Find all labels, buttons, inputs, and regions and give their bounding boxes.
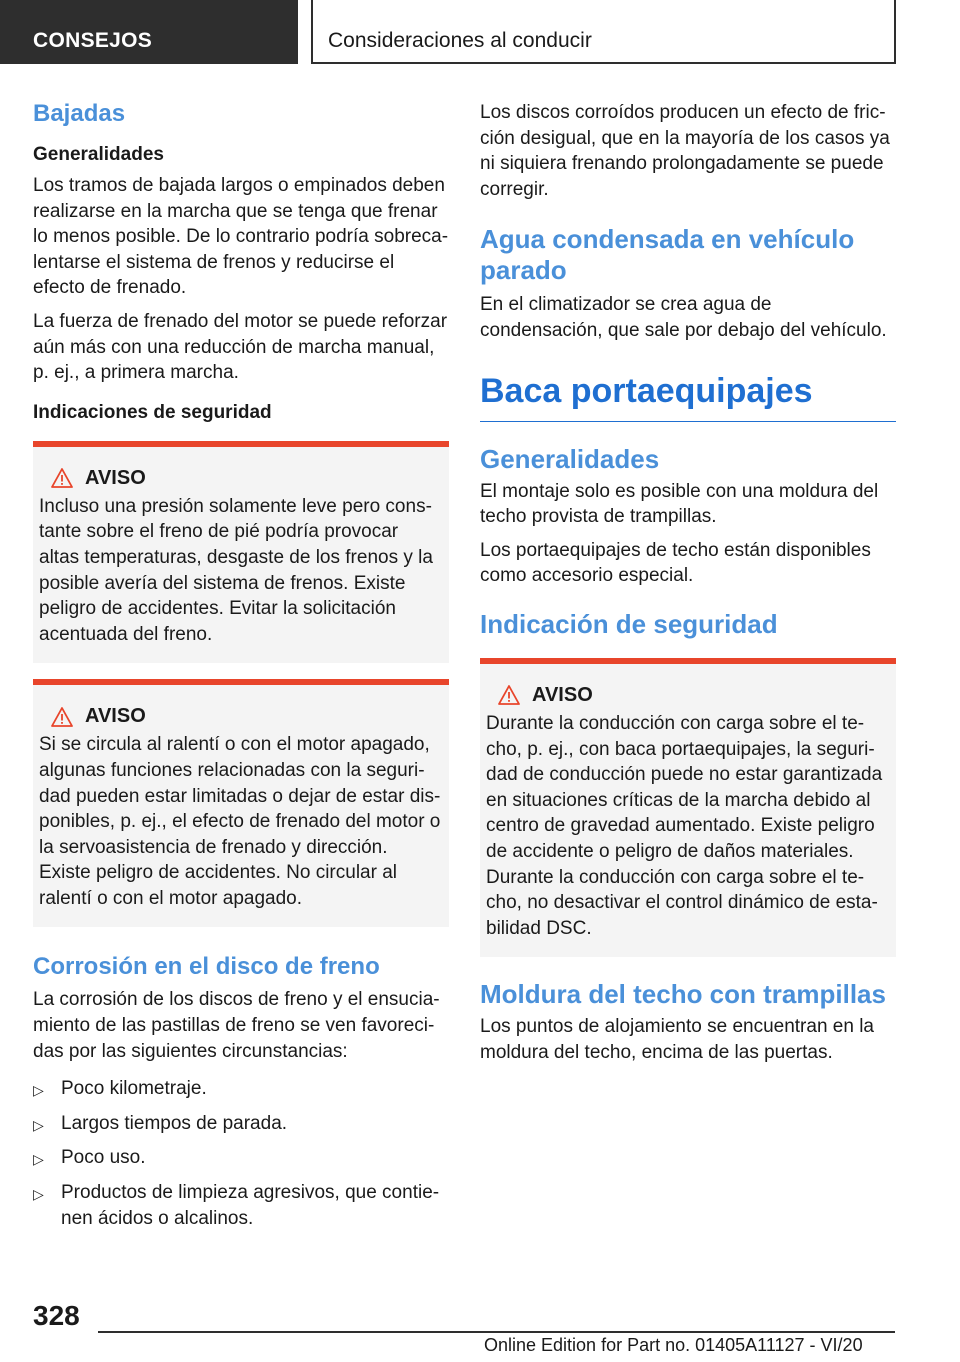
warning-header [39, 467, 441, 490]
heading-indicacion-seguridad: Indicación de seguridad [480, 608, 778, 639]
warning-box [480, 658, 896, 957]
section-title: CONSEJOS [33, 29, 153, 52]
warning-text: Incluso una presión solamente leve pero constante sobre el freno de pié podría provocar altas temperaturas, desgaste de los frenos y la posible avería del sistema de frenos. Existe peligro de accidentes. Evitar la solicitación acentuada del freno. [39, 495, 433, 645]
triangle-right-outline-icon: ▷ [33, 1186, 44, 1203]
right-column [480, 100, 896, 1073]
bullet-list [33, 1076, 449, 1231]
paragraph: En el climatizador se crea agua de condensación, que sale por debajo del vehículo. [480, 294, 887, 341]
warning-label: AVISO [532, 683, 593, 706]
warning-header [486, 684, 888, 707]
list-item [33, 1111, 449, 1139]
paragraph: Los discos corroídos producen un efecto de fricción desigual, que en la mayoría de los casos ya ni siquiera frenando prolongadamente se puede corregir. [480, 102, 890, 200]
left-column [33, 100, 449, 1238]
warning-box [33, 441, 449, 664]
warning-label: AVISO [85, 705, 146, 728]
paragraph: Los tramos de bajada largos o empinados deben realizarse en la marcha que se tenga que frenar lo menos posible. De lo contrario podría sobrecalentarse el sistema de frenos y reducirse el efecto de frenado. [33, 175, 449, 299]
list-item-text: Poco kilometraje. [61, 1078, 207, 1100]
warning-text: Si se circula al ralentí o con el motor apagado, algunas funciones relacionadas con la seguridad pueden estar limitadas o dejar de estar disponibles, p. ej., el efecto de frenado del motor o la servoasistencia de frenado y dirección. Existe peligro de accidentes. No circular al ralentí o con el motor apagado. [39, 734, 441, 909]
warning-triangle-icon [51, 707, 73, 727]
triangle-right-outline-icon: ▷ [33, 1082, 44, 1099]
list-item-text: Poco uso. [61, 1147, 146, 1169]
paragraph: La corrosión de los discos de freno y el ensuciamiento de las pastillas de freno se ven favorecidas por las siguientes circunstancias: [33, 989, 440, 1062]
heading-corrosion: Corrosión en el disco de freno [33, 953, 380, 981]
list-item-text: Largos tiempos de parada. [61, 1112, 288, 1134]
warning-text: Durante la conducción con carga sobre el techo, no desactivar el control dinámico de estabilidad DSC. [486, 866, 878, 939]
heading-agua-condensada: Agua condensada en vehículo parado [480, 224, 855, 286]
triangle-right-outline-icon: ▷ [33, 1116, 44, 1133]
subheading-generalidades: Generalidades [33, 144, 164, 165]
paragraph: El montaje solo es posible con una moldura del techo provista de trampillas. [480, 480, 879, 528]
footer-divider [98, 1331, 895, 1333]
page-number: 328 [33, 1300, 80, 1331]
warning-triangle-icon [51, 468, 73, 488]
list-item-text: Productos de limpieza agresivos, que contienen ácidos o alcalinos. [61, 1182, 440, 1229]
triangle-right-outline-icon: ▷ [33, 1151, 44, 1168]
list-item [33, 1076, 449, 1104]
section-tab [0, 0, 298, 64]
paragraph: Los puntos de alojamiento se encuentran en la moldura del techo, encima de las puertas. [480, 1016, 874, 1063]
warning-text: Durante la conducción con carga sobre el techo, p. ej., con baca portaequipajes, la seguridad de conducción puede no estar garantizada en situaciones críticas de la marcha debido al centro de gravedad aumentado. Existe peligro de accidente o peligro de daños materiales. [486, 712, 883, 862]
list-item [33, 1145, 449, 1173]
footer-edition: Online Edition for Part no. 01405A11127 - VI/20 [484, 1335, 863, 1355]
chapter-header [311, 0, 896, 64]
warning-header [39, 705, 441, 728]
paragraph: Los portaequipajes de techo están disponibles como accesorio especial. [480, 539, 871, 587]
warning-label: AVISO [85, 466, 146, 489]
heading-baca-portaequipajes: Baca portaequipajes [480, 372, 896, 422]
chapter-title: Consideraciones al conducir [328, 29, 592, 52]
paragraph: La fuerza de frenado del motor se puede reforzar aún más con una reducción de marcha manual, p. ej., a primera marcha. [33, 310, 448, 384]
heading-bajadas: Bajadas [33, 100, 126, 127]
heading-generalidades: Generalidades [480, 443, 660, 474]
subheading-indicaciones: Indicaciones de seguridad [33, 401, 272, 423]
list-item [33, 1180, 449, 1231]
warning-triangle-icon [498, 685, 520, 705]
heading-moldura-techo: Moldura del techo con trampillas [480, 979, 886, 1010]
warning-box [33, 679, 449, 927]
